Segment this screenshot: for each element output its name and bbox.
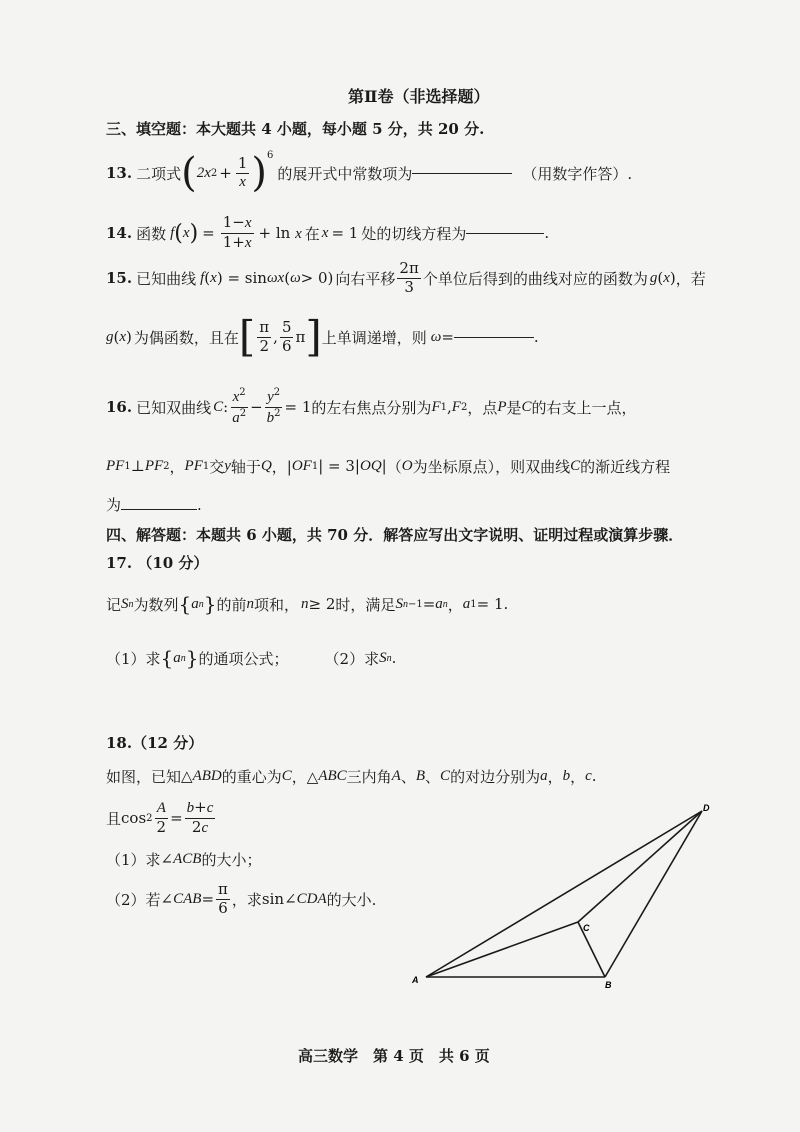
q17-header: 17. （10 分） <box>106 554 209 572</box>
segment-ac <box>426 922 578 977</box>
label-b: B <box>605 980 612 990</box>
q15-answer-blank[interactable] <box>454 337 534 338</box>
q17-sub2: （2）求 <box>324 649 380 668</box>
q17-subquestions: （1）求 { a n } 的通项公式； （2）求 S n . <box>106 646 397 670</box>
q18-sub2: （2）若 ∠ CAB = $\frac{\pi}{6}$ ，求 sin∠ CDA 的大小. <box>106 880 377 917</box>
question-16-line2: PF 1 ⊥ PF 2 ， PF 1 交 y 轴于 Q ，| OF 1 | = 3| OQ | （ O 为坐标原点），则双曲线 C 的渐近线方程 <box>106 457 671 476</box>
q16-line1-post: ，点 <box>467 398 498 417</box>
q15-line1-post: 个单位后得到的曲线对应的函数为 <box>422 269 648 288</box>
q17-stem-pre: 记 <box>106 595 122 614</box>
q18-sub2-mid: ，求 <box>231 890 262 909</box>
q18-stem: 如图，已知 △ ABD 的重心为 C ，△ ABC 三内角 A 、 B 、 C 的对边分别为 a ， b ， c . <box>106 767 597 786</box>
q16-line3: 为 <box>106 496 122 514</box>
q18-sub1: （1）求 ∠ ACB 的大小； <box>106 850 262 869</box>
q18-stem-mid2: 三内角 <box>346 767 392 786</box>
q18-sub2-pre: （2）若 <box>106 890 161 909</box>
q15-line2-mid: 上单调递增，则 <box>321 328 427 347</box>
page-footer: 高三数学 第 4 页 共 6 页 <box>298 1047 490 1065</box>
q17-sub1-post: 的通项公式； <box>198 649 289 668</box>
q16-line2-d: 为坐标原点），则双曲线 <box>412 457 571 476</box>
q13-post: 的展开式中常数项为 <box>277 164 413 183</box>
q13-answer-blank[interactable] <box>412 173 512 174</box>
section-title: 第Ⅱ卷（非选择题） <box>348 87 490 106</box>
q15-line2-pre: 为偶函数，且在 <box>133 328 239 347</box>
q16-number: 16. <box>106 398 133 416</box>
part4-header: 四、解答题：本题共 6 小题，共 70 分．解答应写出文字说明、证明过程或演算步骤． <box>106 526 684 544</box>
q16-line2-a: 交 <box>209 457 225 476</box>
q16-line2-b: 轴于 <box>230 457 261 476</box>
question-14: 14. 函数 f ( x ) = $\frac{1-x}{1+x}$ + ln x 在 x = 1 处的切线方程为 . <box>106 213 550 251</box>
q18-stem-mid: 的重心为 <box>221 767 282 786</box>
q16-line1-mid: 的左右焦点分别为 <box>311 398 432 417</box>
question-16-line3: 为 . <box>106 496 202 514</box>
q15-line2-post: = <box>441 328 454 346</box>
q17-stem-mid2: 的前 <box>216 595 247 614</box>
q14-post: 处的切线方程为 <box>361 224 467 243</box>
q17-stem: 记 S n 为数列 { a n } 的前 n 项和， n ≥ 2 时，满足 S n−1 = a n ， a 1 = 1. <box>106 592 509 616</box>
q18-cond-pre: 且 <box>106 809 122 828</box>
q16-line1-end: 的右支上一点， <box>531 398 637 417</box>
q16-line1-p2: 是 <box>506 398 522 417</box>
q17-stem-mid3: 项和， <box>254 595 300 614</box>
q17-stem-mid1: 为数列 <box>133 595 179 614</box>
q13-pre: 二项式 <box>136 164 182 183</box>
question-15: 15. 已知曲线 f ( x ) = sin ωx ( ω > 0) 向右平移 $\frac{2\pi}{3}$ 个单位后得到的曲线对应的函数为 g ( x ) ，若 <box>106 259 706 296</box>
q14-answer-blank[interactable] <box>466 233 544 234</box>
q18-header: 18.（12 分） <box>106 734 204 752</box>
question-15-line2: g ( x ) 为偶函数，且在 [ $\frac{\pi}{2}$ , $\frac{5}{6}$ π ] 上单调递增，则 ω = . <box>106 312 539 361</box>
label-d: D <box>703 803 710 813</box>
q16-line2-e: 的渐近线方程 <box>580 457 671 476</box>
segment-ad <box>426 811 702 977</box>
segment-bd <box>605 811 702 977</box>
q18-sub1-post: 的大小； <box>201 850 262 869</box>
segment-cd <box>578 811 702 922</box>
q13-number: 13. <box>106 164 133 182</box>
q16-line2-c: （ <box>386 457 402 476</box>
q16-answer-blank[interactable] <box>121 509 197 510</box>
q15-line1-pre: 已知曲线 <box>136 269 197 288</box>
q18-sub2-post: 的大小. <box>326 890 377 909</box>
q14-number: 14. <box>106 224 133 242</box>
q17-stem-mid4: 时，满足 <box>335 595 396 614</box>
q18-condition: 且 cos 2 $\frac{A}{2}$ = $\frac{b+c}{2c}$ <box>106 798 214 836</box>
q18-stem-pre: 如图，已知 <box>106 767 182 786</box>
q16-line1-pre: 已知双曲线 <box>136 398 212 417</box>
q15-number: 15. <box>106 269 133 287</box>
q14-mid: 在 <box>304 224 320 243</box>
triangle-figure <box>400 795 730 995</box>
q13-hint: （用数字作答）. <box>522 164 633 183</box>
question-16: 16. 已知双曲线 C : $\frac{x^2}{a^2}$ − $\frac{y^2}{b^2}$ = 1 的左右焦点分别为 F 1 , F 2 ，点 P 是 C 的右支上一点， <box>106 387 637 426</box>
q18-sub1-pre: （1）求 <box>106 850 161 869</box>
q14-pre: 函数 <box>136 224 167 243</box>
question-13: 13. 二项式 ( 2x 2 + $\frac{1}{x}$ ) $^6$ 的展开式中常数项为 （用数字作答）. <box>106 150 633 196</box>
label-c: C <box>583 923 590 933</box>
part3-header: 三、填空题：本大题共 4 小题，每小题 5 分，共 20 分. <box>106 120 485 138</box>
q18-stem-post: 的对边分别为 <box>450 767 541 786</box>
label-a: A <box>412 975 419 985</box>
q15-line1-end: ，若 <box>675 269 706 288</box>
q17-sub1: （1）求 <box>106 649 161 668</box>
q15-line1-mid: 向右平移 <box>335 269 396 288</box>
